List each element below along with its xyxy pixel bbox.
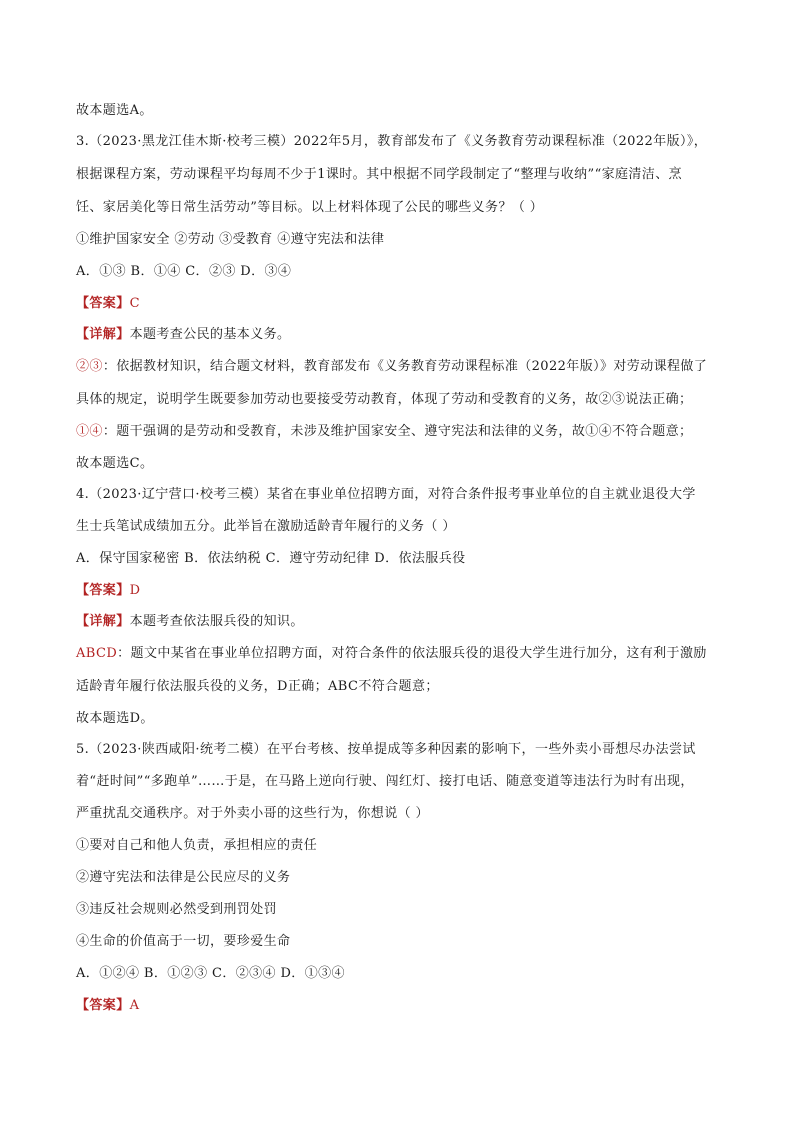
explain-key: ②③ [76, 359, 103, 374]
explain-key: ①④ [76, 424, 103, 439]
q3-stem-line-3: 饪、家居美化等日常生活劳动”等目标。以上材料体现了公民的哪些义务？（ ） [76, 200, 544, 215]
q5-stem-line-3: 严重扰乱交通秩序。对于外卖小哥的这些行为，你想说（ ） [76, 806, 429, 821]
q4-options: A．保守国家秘密 B．依法纳税 C．遵守劳动纪律 D．依法服兵役 [76, 551, 466, 566]
q5-stem-line-2: 着“赶时间”“多跑单”……于是，在马路上逆向行驶、闯红灯、接打电话、随意变道等违法行为时有出现， [76, 774, 694, 789]
q3-conclusion: 故本题选C。 [76, 456, 154, 471]
detail-tag: 【详解】 [76, 614, 130, 629]
q5-statement-2: ②遵守宪法和法律是公民应尽的义务 [76, 870, 291, 885]
explain-text: ：题文中某省在事业单位招聘方面，对符合条件的依法服兵役的退役大学生进行加分，这有利于激励 [117, 646, 707, 661]
detail-tag: 【详解】 [76, 327, 130, 342]
q5-answer [76, 997, 726, 1015]
q5-options: A．①②④ B．①②③ C．②③④ D．①③④ [76, 966, 345, 981]
answer-tag: 【答案】 [76, 583, 130, 598]
q3-statements: ①维护国家安全 ②劳动 ③受教育 ④遵守宪法和法律 [76, 232, 385, 247]
q3-answer [76, 295, 726, 313]
q4-conclusion: 故本题选D。 [76, 711, 154, 726]
q4-answer [76, 582, 726, 600]
answer-value: A [129, 998, 140, 1013]
detail-intro: 本题考查依法服兵役的知识。 [129, 614, 304, 629]
explain-text: ：题干强调的是劳动和受教育，未涉及维护国家安全、遵守宪法和法律的义务，故①④不符合题意； [102, 424, 693, 439]
q3-stem-line-2: 根据课程方案，劳动课程平均每周不少于1课时。其中根据不同学段制定了“整理与收纳”“家庭清洁、烹 [76, 167, 683, 182]
q4-detail [76, 613, 726, 631]
q5-stem-line-1: 5.（2023·陕西咸阳·统考二模）在平台考核、按单提成等多种因素的影响下，一些外卖小哥想尽办法尝试 [76, 742, 696, 757]
answer-tag: 【答案】 [76, 998, 130, 1013]
q3-explain1-line-1 [76, 358, 726, 376]
q3-explain2 [76, 423, 726, 441]
q4-explain-line-2: 适龄青年履行依法服兵役的义务，D正确；ABC不符合题意； [76, 679, 439, 694]
explain-text: ：依据教材知识，结合题文材料，教育部发布《义务教育劳动课程标准（2022年版）》对劳动课程做了 [102, 359, 708, 374]
answer-tag: 【答案】 [76, 296, 130, 311]
q5-statement-4: ④生命的价值高于一切，要珍爱生命 [76, 934, 291, 949]
q4-stem-line-1: 4.（2023·辽宁营口·校考三模）某省在事业单位招聘方面，对符合条件报考事业单位的自主就业退役大学 [76, 487, 696, 502]
q3-detail [76, 326, 726, 344]
q2-conclusion: 故本题选A。 [76, 103, 153, 118]
answer-value: D [129, 583, 141, 598]
q4-explain-line-1 [76, 645, 726, 663]
q5-statement-1: ①要对自己和他人负责，承担相应的责任 [76, 838, 318, 853]
q4-stem-line-2: 生士兵笔试成绩加五分。此举旨在激励适龄青年履行的义务（ ） [76, 519, 456, 534]
explain-key: ABCD [76, 646, 118, 661]
answer-value: C [129, 296, 140, 311]
detail-intro: 本题考查公民的基本义务。 [129, 327, 291, 342]
q3-options: A．①③ B．①④ C．②③ D．③④ [76, 264, 292, 279]
q3-explain1-line-2: 具体的规定，说明学生既要参加劳动也要接受劳动教育，体现了劳动和受教育的义务，故②③说法正确； [76, 392, 693, 407]
q3-stem-line-1: 3.（2023·黑龙江佳木斯·校考三模）2022年5月，教育部发布了《义务教育劳动课程标准（2022年版）》， [76, 134, 708, 149]
q5-statement-3: ③违反社会规则必然受到刑罚处罚 [76, 902, 278, 917]
